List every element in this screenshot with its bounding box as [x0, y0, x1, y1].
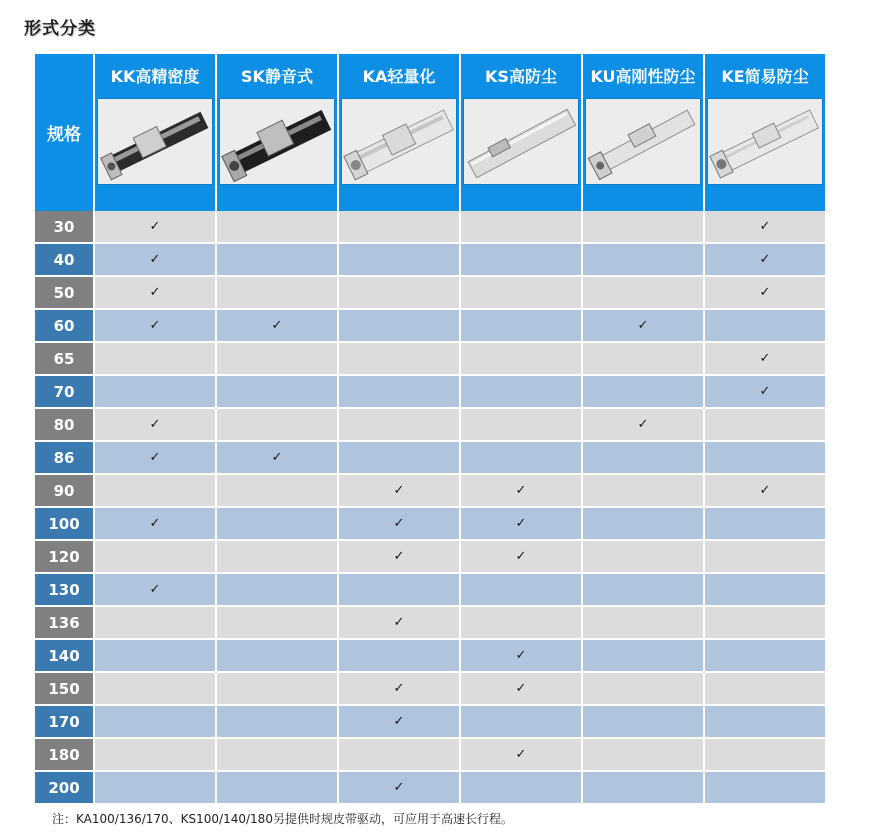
empty-cell [94, 705, 216, 738]
empty-cell [216, 606, 338, 639]
table-row [35, 738, 825, 771]
check-cell [704, 342, 825, 375]
check-mark-icon: ✓ [515, 516, 527, 531]
ku-image-cell [582, 96, 704, 211]
check-cell [94, 211, 216, 243]
check-cell [338, 606, 460, 639]
empty-cell [94, 375, 216, 408]
size-cell: 200 [35, 771, 94, 804]
size-cell: 70 [35, 375, 94, 408]
table-row [35, 243, 825, 276]
empty-cell [94, 540, 216, 573]
check-mark-icon: ✓ [393, 549, 405, 564]
check-mark-icon: ✓ [149, 219, 161, 234]
empty-cell [704, 441, 825, 474]
size-cell: 120 [35, 540, 94, 573]
empty-cell [582, 639, 704, 672]
table-row [35, 639, 825, 672]
size-cell: 180 [35, 738, 94, 771]
empty-cell [704, 705, 825, 738]
size-cell: 80 [35, 408, 94, 441]
check-cell [460, 474, 582, 507]
size-cell: 60 [35, 309, 94, 342]
check-cell [460, 507, 582, 540]
size-column-header: 规格 [35, 54, 94, 211]
empty-cell [582, 771, 704, 804]
check-mark-icon: ✓ [149, 285, 161, 300]
ke-image-cell [704, 96, 825, 211]
empty-cell [460, 573, 582, 606]
table-row [35, 441, 825, 474]
check-mark-icon: ✓ [759, 351, 771, 366]
spec-table-body [35, 211, 825, 804]
check-mark-icon: ✓ [393, 516, 405, 531]
empty-cell [460, 375, 582, 408]
table-row [35, 606, 825, 639]
check-cell [338, 705, 460, 738]
empty-cell [216, 705, 338, 738]
empty-cell [94, 342, 216, 375]
size-cell: 30 [35, 211, 94, 243]
empty-cell [216, 408, 338, 441]
ku-module-image [585, 98, 701, 185]
check-mark-icon: ✓ [515, 681, 527, 696]
empty-cell [704, 507, 825, 540]
empty-cell [216, 342, 338, 375]
check-cell [460, 738, 582, 771]
empty-cell [338, 342, 460, 375]
check-mark-icon: ✓ [393, 483, 405, 498]
empty-cell [94, 606, 216, 639]
empty-cell [216, 639, 338, 672]
spec-table [35, 54, 825, 805]
ka-module-image [341, 98, 457, 185]
empty-cell [582, 441, 704, 474]
size-cell: 140 [35, 639, 94, 672]
empty-cell [216, 375, 338, 408]
check-mark-icon: ✓ [393, 780, 405, 795]
check-mark-icon: ✓ [393, 714, 405, 729]
empty-cell [704, 771, 825, 804]
kk-module-image [97, 98, 213, 185]
table-row [35, 211, 825, 243]
check-cell [94, 243, 216, 276]
sk-module-image [219, 98, 335, 185]
section-title: 形式分类 [24, 19, 96, 39]
empty-cell [460, 309, 582, 342]
empty-cell [338, 639, 460, 672]
check-mark-icon: ✓ [149, 252, 161, 267]
ks-image-cell [460, 96, 582, 211]
empty-cell [704, 408, 825, 441]
empty-cell [216, 738, 338, 771]
empty-cell [460, 342, 582, 375]
table-row [35, 408, 825, 441]
empty-cell [94, 771, 216, 804]
empty-cell [582, 606, 704, 639]
check-cell [460, 672, 582, 705]
check-cell [94, 408, 216, 441]
table-row [35, 771, 825, 804]
column-header-ks: KS高防尘 [460, 54, 582, 96]
check-cell [704, 375, 825, 408]
check-cell [94, 507, 216, 540]
size-cell: 90 [35, 474, 94, 507]
size-cell: 40 [35, 243, 94, 276]
empty-cell [704, 738, 825, 771]
empty-cell [216, 771, 338, 804]
empty-cell [582, 276, 704, 309]
check-cell [704, 243, 825, 276]
empty-cell [338, 309, 460, 342]
check-mark-icon: ✓ [393, 615, 405, 630]
check-cell [216, 309, 338, 342]
table-row [35, 375, 825, 408]
check-mark-icon: ✓ [759, 219, 771, 234]
check-cell [704, 211, 825, 243]
check-cell [94, 441, 216, 474]
check-mark-icon: ✓ [271, 318, 283, 333]
check-cell [338, 771, 460, 804]
empty-cell [582, 211, 704, 243]
table-row [35, 540, 825, 573]
check-mark-icon: ✓ [759, 384, 771, 399]
size-cell: 170 [35, 705, 94, 738]
check-cell [338, 540, 460, 573]
check-mark-icon: ✓ [759, 483, 771, 498]
empty-cell [94, 639, 216, 672]
empty-cell [582, 705, 704, 738]
check-cell [338, 672, 460, 705]
column-header-ku: KU高刚性防尘 [582, 54, 704, 96]
check-mark-icon: ✓ [149, 582, 161, 597]
column-header-kk: KK高精密度 [94, 54, 216, 96]
empty-cell [582, 672, 704, 705]
kk-image-cell [94, 96, 216, 211]
ke-module-image [707, 98, 823, 185]
check-cell [216, 441, 338, 474]
empty-cell [94, 474, 216, 507]
empty-cell [338, 243, 460, 276]
empty-cell [582, 573, 704, 606]
check-cell [582, 408, 704, 441]
check-cell [338, 474, 460, 507]
empty-cell [460, 408, 582, 441]
empty-cell [216, 540, 338, 573]
size-cell: 130 [35, 573, 94, 606]
check-cell [582, 309, 704, 342]
empty-cell [216, 672, 338, 705]
empty-cell [704, 309, 825, 342]
header-row [35, 54, 825, 96]
check-cell [94, 276, 216, 309]
empty-cell [216, 276, 338, 309]
empty-cell [460, 276, 582, 309]
empty-cell [582, 474, 704, 507]
empty-cell [704, 639, 825, 672]
size-cell: 136 [35, 606, 94, 639]
empty-cell [338, 276, 460, 309]
check-mark-icon: ✓ [149, 417, 161, 432]
size-cell: 50 [35, 276, 94, 309]
image-row [35, 96, 825, 211]
check-cell [704, 474, 825, 507]
check-mark-icon: ✓ [515, 549, 527, 564]
check-mark-icon: ✓ [637, 417, 649, 432]
empty-cell [582, 507, 704, 540]
table-row [35, 474, 825, 507]
footnote: 注：KA100/136/170、KS100/140/180另提供时规皮带驱动，可应用于高速长行程。 [52, 812, 513, 826]
check-mark-icon: ✓ [149, 450, 161, 465]
empty-cell [582, 540, 704, 573]
empty-cell [460, 243, 582, 276]
size-cell: 65 [35, 342, 94, 375]
check-cell [94, 573, 216, 606]
check-mark-icon: ✓ [515, 747, 527, 762]
empty-cell [460, 771, 582, 804]
empty-cell [460, 705, 582, 738]
table-row [35, 507, 825, 540]
size-cell: 100 [35, 507, 94, 540]
table-row [35, 672, 825, 705]
size-cell: 150 [35, 672, 94, 705]
empty-cell [94, 738, 216, 771]
empty-cell [216, 211, 338, 243]
empty-cell [338, 573, 460, 606]
empty-cell [460, 606, 582, 639]
check-mark-icon: ✓ [759, 285, 771, 300]
column-header-sk: SK静音式 [216, 54, 338, 96]
check-mark-icon: ✓ [149, 318, 161, 333]
empty-cell [338, 211, 460, 243]
empty-cell [582, 342, 704, 375]
empty-cell [216, 573, 338, 606]
empty-cell [704, 606, 825, 639]
empty-cell [94, 672, 216, 705]
check-cell [460, 540, 582, 573]
column-header-ke: KE简易防尘 [704, 54, 825, 96]
column-header-ka: KA轻量化 [338, 54, 460, 96]
check-cell [704, 276, 825, 309]
table-row [35, 276, 825, 309]
empty-cell [582, 243, 704, 276]
empty-cell [216, 507, 338, 540]
check-cell [338, 507, 460, 540]
empty-cell [216, 243, 338, 276]
check-mark-icon: ✓ [393, 681, 405, 696]
empty-cell [338, 441, 460, 474]
empty-cell [338, 738, 460, 771]
ks-module-image [463, 98, 579, 185]
table-row [35, 309, 825, 342]
empty-cell [704, 672, 825, 705]
ka-image-cell [338, 96, 460, 211]
empty-cell [460, 211, 582, 243]
empty-cell [582, 375, 704, 408]
check-mark-icon: ✓ [271, 450, 283, 465]
check-cell [460, 639, 582, 672]
check-mark-icon: ✓ [515, 483, 527, 498]
sk-image-cell [216, 96, 338, 211]
empty-cell [582, 738, 704, 771]
empty-cell [460, 441, 582, 474]
empty-cell [704, 540, 825, 573]
empty-cell [216, 474, 338, 507]
size-cell: 86 [35, 441, 94, 474]
check-mark-icon: ✓ [759, 252, 771, 267]
empty-cell [338, 408, 460, 441]
empty-cell [338, 375, 460, 408]
empty-cell [704, 573, 825, 606]
check-mark-icon: ✓ [515, 648, 527, 663]
check-cell [94, 309, 216, 342]
check-mark-icon: ✓ [149, 516, 161, 531]
table-row [35, 342, 825, 375]
table-row [35, 705, 825, 738]
check-mark-icon: ✓ [637, 318, 649, 333]
table-row [35, 573, 825, 606]
